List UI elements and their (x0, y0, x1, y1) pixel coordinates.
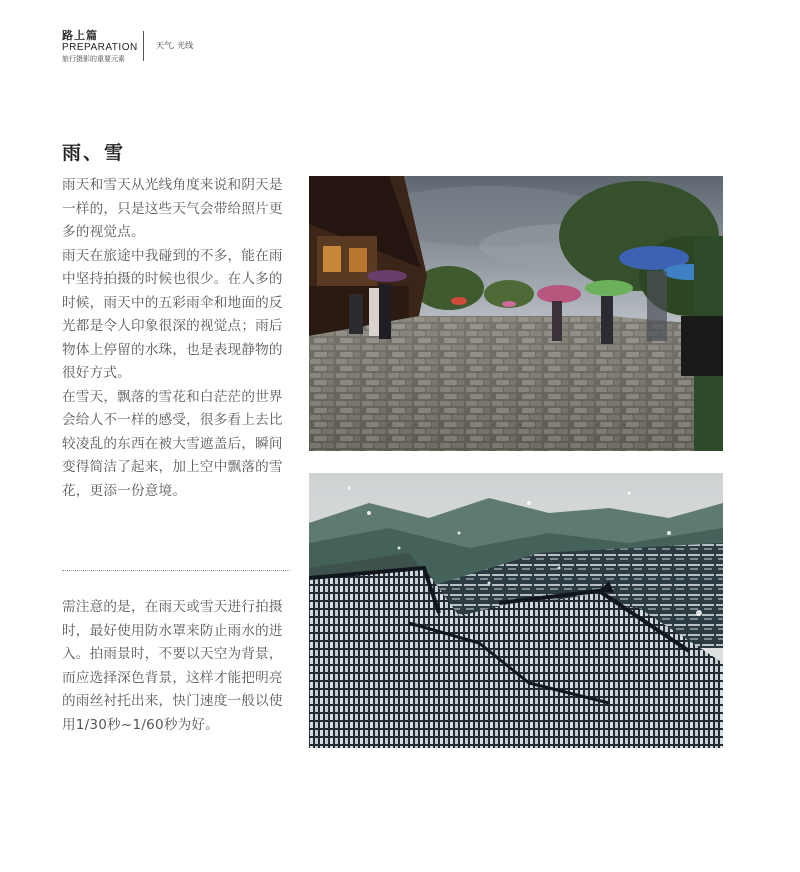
body-text-column (62, 174, 292, 503)
paragraph-4: 需注意的是，在雨天或雪天进行拍摄时，最好使用防水罩来防止雨水的进入。拍雨景时，不要以天空为背景，而应选择深色背景，这样才能把明亮的雨丝衬托出来，快门速度一般以使用1/30秒~1/60秒为好。 (62, 599, 283, 733)
header-topic: 天气, 光线 (156, 41, 194, 50)
chapter-english: PREPARATION (62, 42, 138, 53)
snowy-rooftops-photo (309, 473, 723, 748)
section-title: 雨、雪 (62, 142, 126, 164)
chapter-title: 路上篇 (62, 29, 98, 42)
paragraph-3: 在雪天，飘落的雪花和白茫茫的世界会给人不一样的感受，很多看上去比较凌乱的东西在被大雪遮盖后，瞬间变得简洁了起来，加上空中飘落的雪花，更添一份意境。 (62, 388, 283, 499)
header-divider (143, 31, 144, 61)
dotted-divider (62, 570, 290, 571)
paragraph-1: 雨天和雪天从光线角度来说和阴天是一样的，只是这些天气会带给照片更多的视觉点。 (62, 177, 283, 240)
chapter-subtitle: 旅行摄影的重要元素 (62, 55, 125, 63)
note-text-column (62, 596, 292, 737)
running-header (62, 29, 137, 64)
paragraph-2: 雨天在旅途中我碰到的不多，能在雨中坚持拍摄的时候也很少。在人多的时候，雨天中的五彩雨伞和地面的反光都是令人印象很深的视觉点；雨后物体上停留的水珠，也是表现静物的很好方式。 (62, 247, 283, 381)
rainy-street-photo (309, 176, 723, 451)
